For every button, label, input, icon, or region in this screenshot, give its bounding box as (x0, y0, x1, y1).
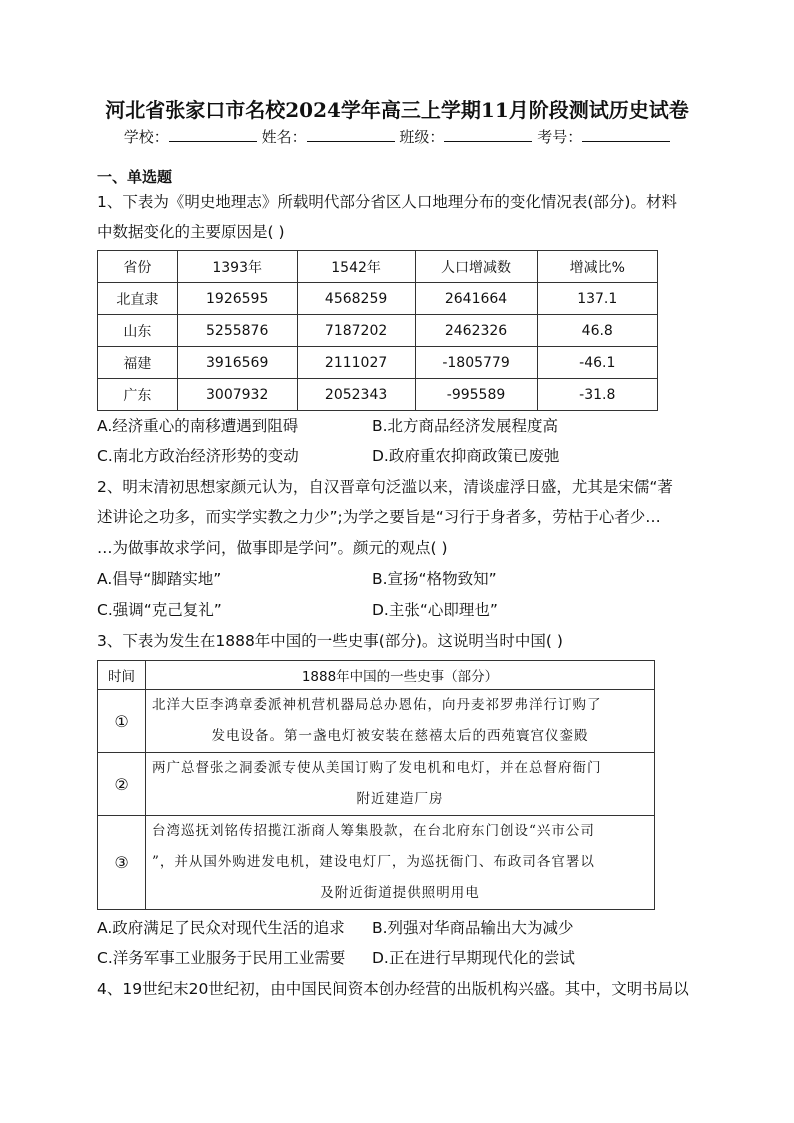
table-header-cell: 人口增减数 (415, 251, 537, 283)
table-cell (146, 753, 655, 816)
class-label: 班级： (399, 128, 445, 146)
name-label: 姓名： (261, 128, 307, 146)
table-cell: 3916569 (177, 347, 297, 379)
table-cell-line: ”，并从国外购进发电机，建设电灯厂，为巡抚衙门、布政司各官署以 (152, 854, 595, 870)
page-title: 河北省张家口市名校2024学年高三上学期11月阶段测试历史试卷 (105, 98, 689, 122)
table-cell (146, 816, 655, 910)
table-cell: ② (98, 753, 146, 816)
table-cell-line: 及附近街道提供照明用电 (320, 885, 480, 901)
table-cell: 4568259 (297, 283, 415, 315)
table-header-row (98, 251, 658, 283)
table-cell: 46.8 (537, 315, 657, 347)
table-cell: -1805779 (415, 347, 537, 379)
class-blank[interactable] (444, 127, 532, 142)
table-header-cell: 1393年 (177, 251, 297, 283)
table-row (98, 315, 658, 347)
table-header-cell: 增减比% (537, 251, 657, 283)
exam-number-blank[interactable] (582, 127, 670, 142)
q1-option-c[interactable]: C.南北方政治经济形势的变动 (97, 447, 299, 465)
q3-option-a[interactable]: A.政府满足了民众对现代生活的追求 (97, 919, 345, 937)
table-cell: ③ (98, 816, 146, 910)
q3-option-d[interactable]: D.正在进行早期现代化的尝试 (372, 949, 575, 967)
table-cell (146, 690, 655, 753)
table-cell-line: 台湾巡抚刘铭传招揽江浙商人筹集股款，在台北府东门创设“兴市公司 (152, 823, 595, 839)
table-cell-line: 发电设备。第一盏电灯被安装在慈禧太后的西苑寰宫仪銮殿 (211, 728, 589, 744)
table-header-cell: 时间 (98, 661, 146, 690)
q3-stem: 3、下表为发生在1888年中国的一些史事(部分)。这说明当时中国( ) (97, 632, 563, 650)
q2-stem-line3: …为做事故求学问，做事即是学问”。颜元的观点( ) (97, 539, 448, 557)
exam-number-label: 考号： (537, 128, 583, 146)
table-cell: 3007932 (177, 379, 297, 411)
school-blank[interactable] (169, 127, 257, 142)
table-cell: 2052343 (297, 379, 415, 411)
q1-option-d[interactable]: D.政府重农抑商政策已废弛 (372, 447, 560, 465)
q1-stem-line1: 1、下表为《明史地理志》所载明代部分省区人口地理分布的变化情况表(部分)。材料 (97, 193, 677, 211)
q4-stem-line1: 4、19世纪末20世纪初，由中国民间资本创办经营的出版机构兴盛。其中，文明书局以 (97, 980, 689, 998)
table-cell: 137.1 (537, 283, 657, 315)
q2-option-a[interactable]: A.倡导“脚踏实地” (97, 570, 222, 588)
table-cell: 广东 (98, 379, 178, 411)
q2-stem-line2: 述讲论之功多，而实学实教之力少”;为学之要旨是“习行于身者多，劳枯于心者少… (97, 508, 661, 526)
table-cell: -31.8 (537, 379, 657, 411)
q3-option-b[interactable]: B.列强对华商品输出大为减少 (372, 919, 574, 937)
q1-population-table (97, 250, 658, 411)
q2-option-c[interactable]: C.强调“克己复礼” (97, 601, 222, 619)
table-cell: 福建 (98, 347, 178, 379)
school-label: 学校： (123, 128, 169, 146)
table-cell-line: 附近建造厂房 (356, 791, 444, 807)
table-header-cell: 1888年中国的一些史事（部分） (146, 661, 655, 690)
section-heading: 一、单选题 (97, 168, 173, 186)
table-cell: -995589 (415, 379, 537, 411)
table-row (98, 753, 655, 816)
q1-option-b[interactable]: B.北方商品经济发展程度高 (372, 417, 559, 435)
table-row (98, 690, 655, 753)
table-header-row (98, 661, 655, 690)
table-cell-line: 两广总督张之洞委派专使从美国订购了发电机和电灯，并在总督府衙门 (152, 760, 602, 776)
table-header-cell: 省份 (98, 251, 178, 283)
table-cell: 1926595 (177, 283, 297, 315)
table-cell-line: 北洋大臣李鸿章委派神机营机器局总办恩佑，向丹麦祁罗弗洋行订购了 (152, 697, 602, 713)
table-cell: 山东 (98, 315, 178, 347)
student-info-row (0, 126, 794, 147)
q3-history-table (97, 660, 655, 910)
table-row (98, 816, 655, 910)
table-cell: 2641664 (415, 283, 537, 315)
table-row (98, 347, 658, 379)
table-row (98, 379, 658, 411)
q1-option-a[interactable]: A.经济重心的南移遭遇到阻碍 (97, 417, 299, 435)
q2-option-d[interactable]: D.主张“心即理也” (372, 601, 498, 619)
table-cell: 北直隶 (98, 283, 178, 315)
table-row (98, 283, 658, 315)
q3-option-c[interactable]: C.洋务军事工业服务于民用工业需要 (97, 949, 346, 967)
q2-option-b[interactable]: B.宣扬“格物致知” (372, 570, 497, 588)
table-header-cell: 1542年 (297, 251, 415, 283)
table-cell: -46.1 (537, 347, 657, 379)
table-cell: 5255876 (177, 315, 297, 347)
table-cell: 2462326 (415, 315, 537, 347)
table-cell: 7187202 (297, 315, 415, 347)
table-cell: ① (98, 690, 146, 753)
name-blank[interactable] (307, 127, 395, 142)
q1-stem-line2: 中数据变化的主要原因是( ) (97, 223, 285, 241)
table-cell: 2111027 (297, 347, 415, 379)
q2-stem-line1: 2、明末清初思想家颜元认为，自汉晋章句泛滥以来，清谈虚浮日盛，尤其是宋儒“著 (97, 478, 673, 496)
